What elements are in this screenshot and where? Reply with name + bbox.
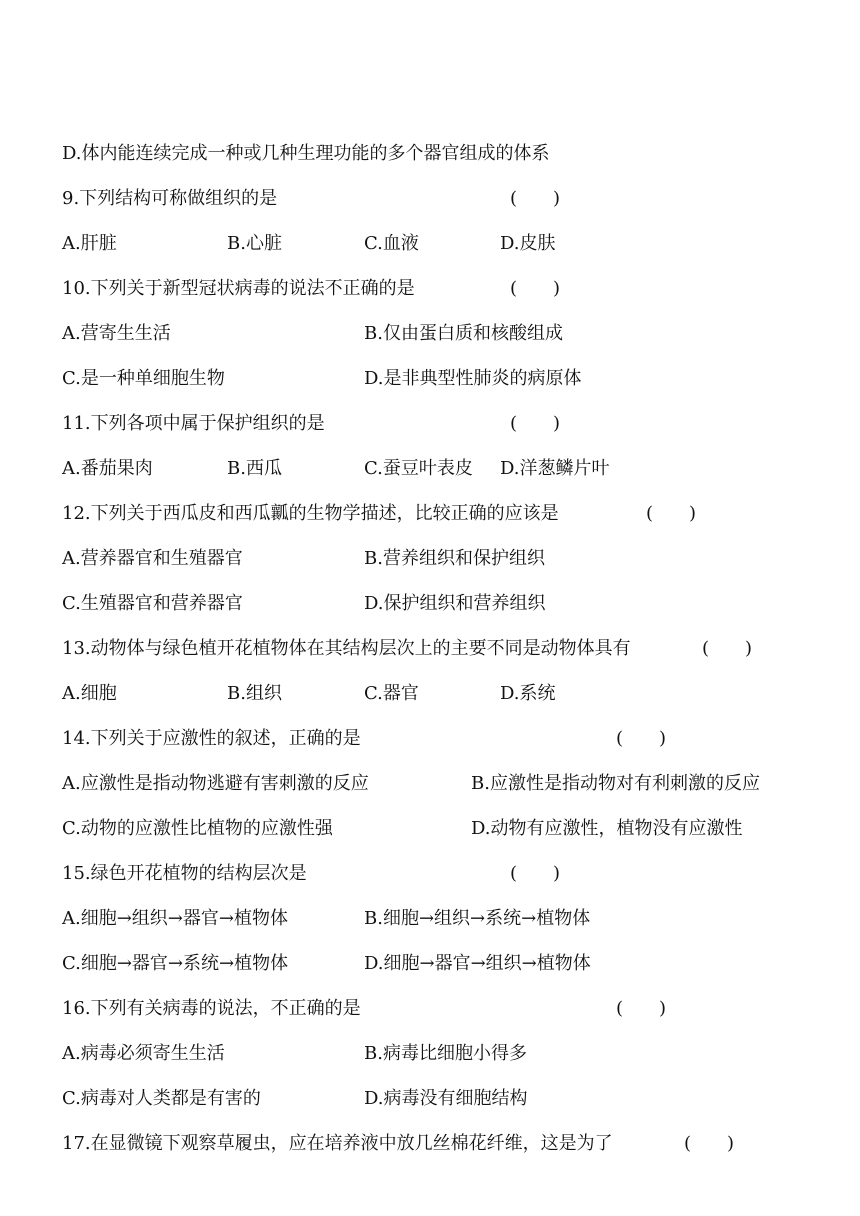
option-b: B.病毒比细胞小得多: [364, 1043, 527, 1064]
answer-bracket: ( ): [510, 863, 561, 884]
option-c: C.蚕豆叶表皮: [364, 458, 473, 479]
option-d: D.病毒没有细胞结构: [364, 1088, 528, 1109]
answer-bracket: ( ): [684, 1133, 735, 1154]
answer-bracket: ( ): [702, 638, 753, 659]
option-b: B.应激性是指动物对有利刺激的反应: [471, 773, 760, 794]
option-d: D.是非典型性肺炎的病原体: [364, 368, 582, 389]
option-a: A.应激性是指动物逃避有害刺激的反应: [62, 773, 369, 794]
question-12-stem: 12.下列关于西瓜皮和西瓜瓤的生物学描述，比较正确的应该是: [62, 503, 559, 524]
option-a: A.营养器官和生殖器官: [62, 548, 243, 569]
answer-bracket: ( ): [510, 278, 561, 299]
option-d: D.洋葱鳞片叶: [500, 458, 610, 479]
question-15-stem: 15.绿色开花植物的结构层次是: [62, 863, 307, 884]
answer-bracket: ( ): [616, 998, 667, 1019]
answer-bracket: ( ): [510, 188, 561, 209]
option-b: B.西瓜: [227, 458, 282, 479]
option-b: B.组织: [227, 683, 282, 704]
option-d: D.细胞→器官→组织→植物体: [364, 953, 591, 974]
option-d: D.系统: [500, 683, 556, 704]
option-b: B.仅由蛋白质和核酸组成: [364, 323, 563, 344]
option-d: D.皮肤: [500, 233, 556, 254]
option-c: C.细胞→器官→系统→植物体: [62, 953, 289, 974]
option-a: A.肝脏: [62, 233, 117, 254]
question-14-stem: 14.下列关于应激性的叙述，正确的是: [62, 728, 361, 749]
option-d: D.保护组织和营养组织: [364, 593, 546, 614]
option-b: B.营养组织和保护组织: [364, 548, 545, 569]
option-a: A.细胞→组织→器官→植物体: [62, 908, 288, 929]
option-d: D.体内能连续完成一种或几种生理功能的多个器官组成的体系: [62, 143, 550, 164]
question-11-stem: 11.下列各项中属于保护组织的是: [62, 413, 325, 434]
option-a: A.细胞: [62, 683, 117, 704]
option-a: A.营寄生生活: [62, 323, 171, 344]
question-13-stem: 13.动物体与绿色植开花植物体在其结构层次上的主要不同是动物体具有: [62, 638, 631, 659]
option-a: A.病毒必须寄生生活: [62, 1043, 225, 1064]
answer-bracket: ( ): [646, 503, 697, 524]
question-9-stem: 9.下列结构可称做组织的是: [62, 188, 278, 209]
question-17-stem: 17.在显微镜下观察草履虫，应在培养液中放几丝棉花纤维，这是为了: [62, 1133, 613, 1154]
option-b: B.细胞→组织→系统→植物体: [364, 908, 591, 929]
option-c: C.血液: [364, 233, 419, 254]
option-c: C.器官: [364, 683, 419, 704]
answer-bracket: ( ): [616, 728, 667, 749]
question-10-stem: 10.下列关于新型冠状病毒的说法不正确的是: [62, 278, 415, 299]
question-16-stem: 16.下列有关病毒的说法，不正确的是: [62, 998, 361, 1019]
option-a: A.番茄果肉: [62, 458, 153, 479]
option-c: C.动物的应激性比植物的应激性强: [62, 818, 333, 839]
option-c: C.病毒对人类都是有害的: [62, 1088, 261, 1109]
option-c: C.是一种单细胞生物: [62, 368, 225, 389]
option-d: D.动物有应激性，植物没有应激性: [471, 818, 743, 839]
option-b: B.心脏: [227, 233, 282, 254]
answer-bracket: ( ): [510, 413, 561, 434]
option-c: C.生殖器官和营养器官: [62, 593, 243, 614]
